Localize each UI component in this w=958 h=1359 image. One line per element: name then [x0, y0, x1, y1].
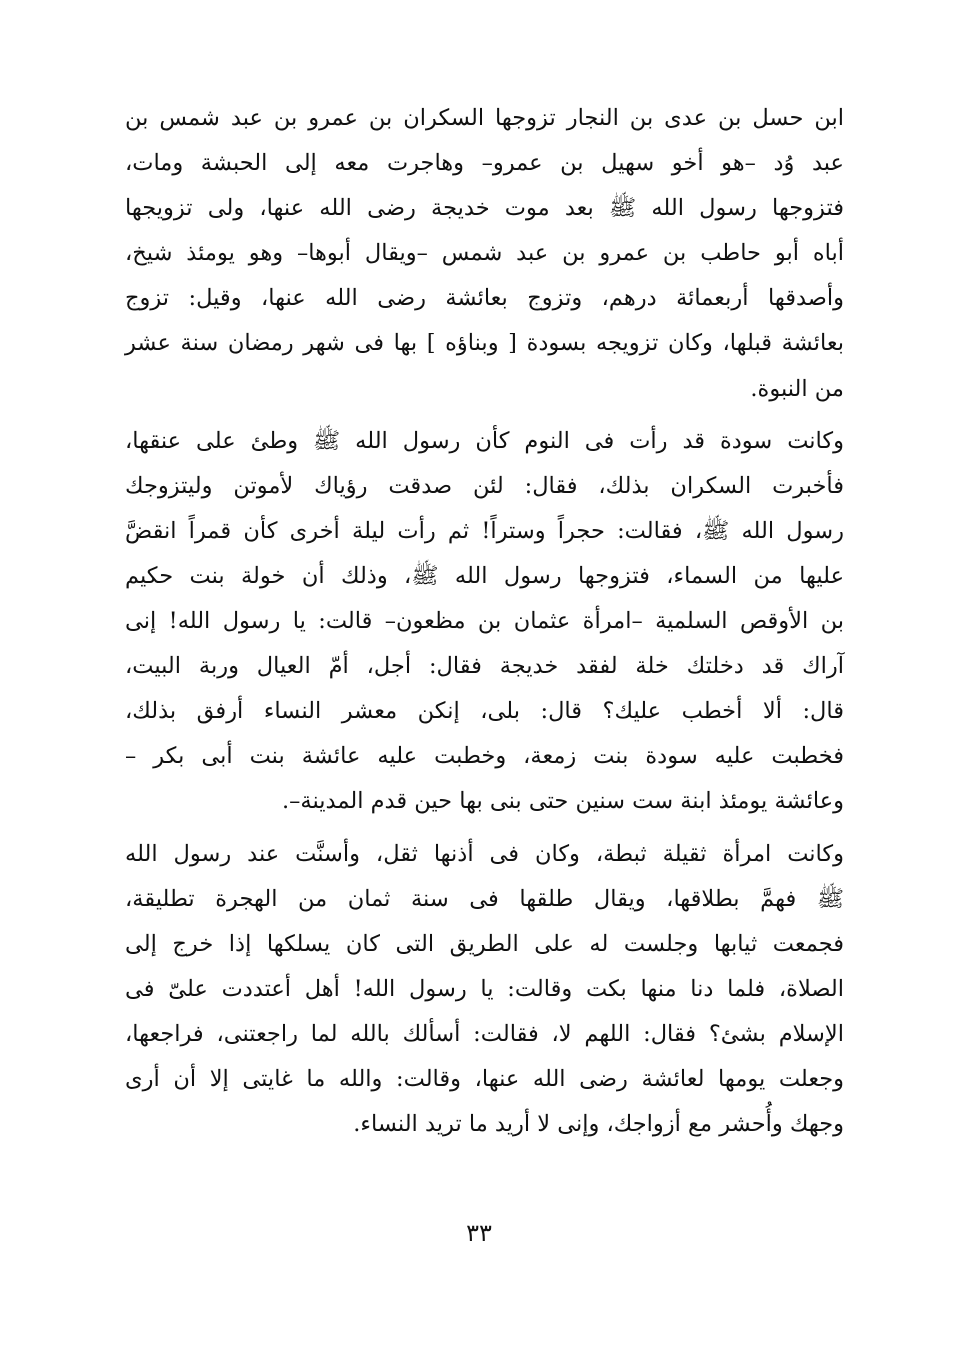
- text-line: بعائشة قبلها، وكان تزويجه بسودة [ وبناؤه ] بها فى شهر رمضان سنة عشر: [125, 330, 844, 357]
- text-line: آراك قد دخلتك خلة لفقد خديجة فقال: أجل، أمّ العيال وربة البيت،: [125, 653, 844, 680]
- text-line: وعائشة يومئذ ابنة ست سنين حتى بنى بها حين قدم المدينة–.: [282, 788, 844, 815]
- paragraph-gap: [125, 412, 844, 419]
- text-line: وكانت امرأة ثقيلة ثبطة، وكان فى أذنها ثقل، وأسنَّت عند رسول الله: [125, 840, 844, 867]
- page-number: ٣٣: [466, 1219, 492, 1247]
- text-line: رسول الله ﷺ، فقالت: حجراً وستراً! ثم رأت ليلة أخرى كأن قمراً انقضَّ: [125, 517, 844, 544]
- text-line: فتزوجها رسول الله ﷺ بعد موت خديجة رضى الله عنها، ولى تزويجها: [125, 195, 844, 222]
- text-line: فأخبرت السكران بذلك، فقال: لئن صدقت رؤياك لأموتن وليتزوجك: [125, 472, 844, 499]
- text-line: عبد وُد –هو أخو سهيل بن عمرو– وهاجرت معه إلى الحبشة ومات،: [125, 150, 844, 177]
- text-line: أباه أبو حاطب بن عمرو بن عبد شمس –ويقال أبوها– وهو يومئذ شيخ،: [125, 240, 844, 267]
- paragraph-gap: [125, 825, 844, 832]
- text-line: من النبوة.: [750, 375, 844, 402]
- text-line: ابن حسل بن عدى بن النجار تزوجها السكران بن عمرو بن عبد شمس بن: [125, 105, 844, 131]
- text-line: وكانت سودة قد رأت فى النوم كأن رسول الله ﷺ وطئ على عنقها،: [125, 427, 844, 454]
- text-line: ﷺ فهمَّ بطلاقها، ويقال طلقها فى سنة ثمان من الهجرة تطليقة،: [125, 885, 844, 912]
- text-line: قال: ألا أخطب عليك؟ قال: بلى، إنكن معشر النساء أرفق بذلك،: [125, 698, 844, 725]
- text-line: وجهك وأُحشر مع أزواجك، وإنى لا أريد ما تريد النساء.: [353, 1111, 844, 1138]
- text-line: وجعلت يومها لعائشة رضى الله عنها، وقالت: والله ما غايتى إلا أن أرى: [125, 1065, 844, 1092]
- text-line: الصلاة، فلما دنا منها بكت وقالت: يا رسول الله! أهل أعتددت علىّ فى: [125, 975, 844, 1002]
- body-text: [125, 96, 844, 1147]
- text-line: بن الأوقص السلمية –امرأة عثمان بن مظعون– قالت: يا رسول الله! إنى: [125, 608, 844, 635]
- text-line: الإسلام بشئ؟ فقال: اللهم لا، فقالت: أسألك بالله لما راجعتنى، فراجعها،: [125, 1020, 844, 1047]
- paragraph-1: [125, 96, 844, 412]
- paragraph-2: [125, 419, 844, 825]
- paragraph-3: [125, 832, 844, 1148]
- text-line: عليها من السماء، فتزوجها رسول الله ﷺ، وذلك أن خولة بنت حكيم: [125, 562, 844, 589]
- text-line: فجمعت ثيابها وجلست له على الطريق التى كان يسلكها إذا خرج إلى: [125, 930, 844, 957]
- text-line: وأصدقها أربعمائة درهم، وتزوج بعائشة رضى الله عنها، وقيل: تزوج: [125, 285, 844, 312]
- text-line: فخطبت عليه سودة بنت زمعة، وخطبت عليه عائشة بنت أبى بكر –: [125, 743, 844, 770]
